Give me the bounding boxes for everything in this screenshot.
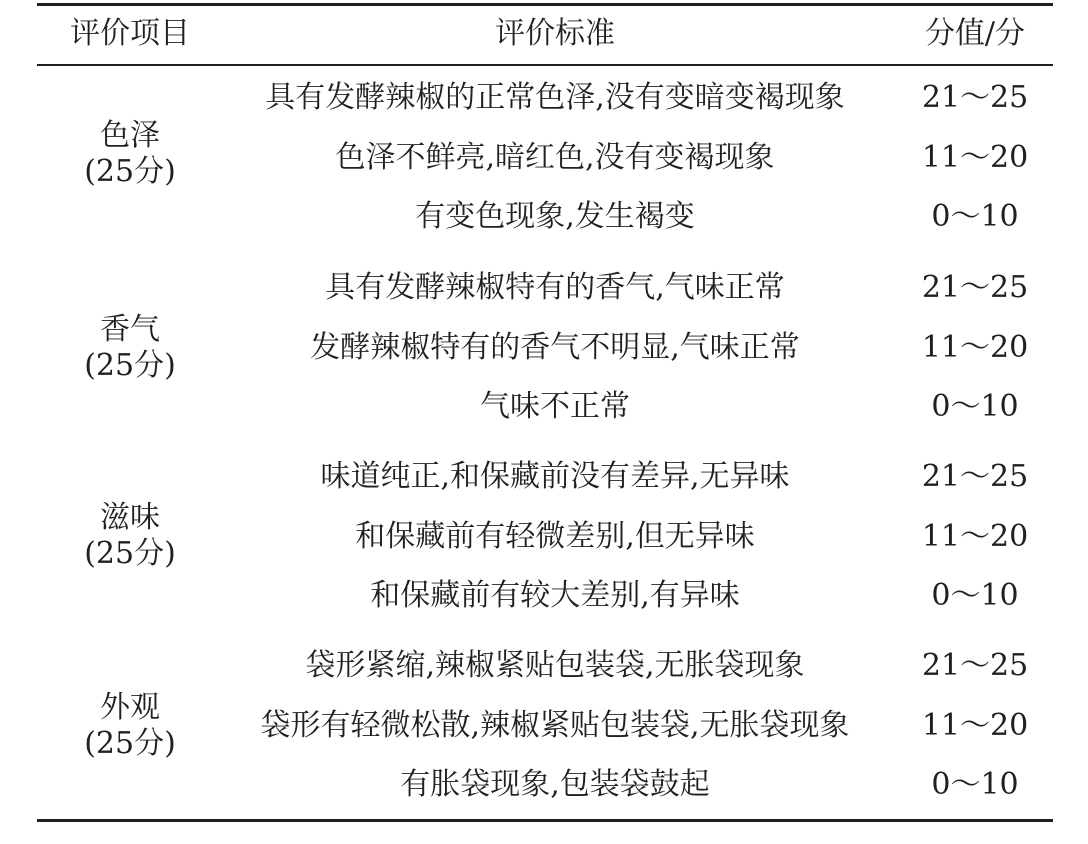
- score-cell: 21～25: [921, 80, 1029, 115]
- standard-cell: 气味不正常: [480, 389, 630, 424]
- score-cell: 21～25: [921, 459, 1029, 494]
- group-label-appearance: [40, 690, 220, 762]
- group-name: 外观: [100, 690, 160, 725]
- group-points: (25分): [84, 536, 176, 571]
- group-label-aroma: [40, 312, 220, 384]
- score-cell: 0～10: [931, 578, 1019, 613]
- score-cell: 11～20: [921, 330, 1029, 365]
- score-cell: 0～10: [931, 389, 1019, 424]
- standard-cell: 色泽不鲜亮,暗红色,没有变褐现象: [335, 140, 775, 175]
- standard-cell: 具有发酵辣椒特有的香气,气味正常: [325, 270, 785, 305]
- score-cell: 0～10: [931, 199, 1019, 234]
- score-cell: 11～20: [921, 519, 1029, 554]
- score-cell: 21～25: [921, 648, 1029, 683]
- header-rule: [37, 64, 1053, 66]
- group-points: (25分): [84, 726, 176, 761]
- score-cell: 11～20: [921, 140, 1029, 175]
- header-item: 评价项目: [70, 16, 190, 51]
- standard-cell: 袋形紧缩,辣椒紧贴包装袋,无胀袋现象: [305, 648, 805, 683]
- standard-cell: 袋形有轻微松散,辣椒紧贴包装袋,无胀袋现象: [260, 708, 850, 743]
- standard-cell: 有胀袋现象,包装袋鼓起: [400, 767, 710, 802]
- standard-cell: 和保藏前有轻微差别,但无异味: [355, 519, 755, 554]
- standard-cell: 有变色现象,发生褐变: [415, 199, 695, 234]
- standard-cell: 和保藏前有较大差别,有异味: [370, 578, 740, 613]
- group-label-taste: [40, 500, 220, 572]
- group-name: 滋味: [100, 500, 160, 535]
- standard-cell: 发酵辣椒特有的香气不明显,气味正常: [310, 330, 800, 365]
- score-cell: 11～20: [921, 708, 1029, 743]
- top-rule: [37, 3, 1053, 6]
- header-score: 分值/分: [924, 16, 1026, 51]
- group-name: 色泽: [100, 118, 160, 153]
- group-label-color: [40, 118, 220, 190]
- bottom-rule: [37, 819, 1053, 822]
- group-points: (25分): [84, 348, 176, 383]
- standard-cell: 具有发酵辣椒的正常色泽,没有变暗变褐现象: [265, 80, 845, 115]
- group-name: 香气: [100, 312, 160, 347]
- standard-cell: 味道纯正,和保藏前没有差异,无异味: [320, 459, 790, 494]
- header-standard: 评价标准: [495, 16, 615, 51]
- group-points: (25分): [84, 154, 176, 189]
- score-cell: 0～10: [931, 767, 1019, 802]
- score-cell: 21～25: [921, 270, 1029, 305]
